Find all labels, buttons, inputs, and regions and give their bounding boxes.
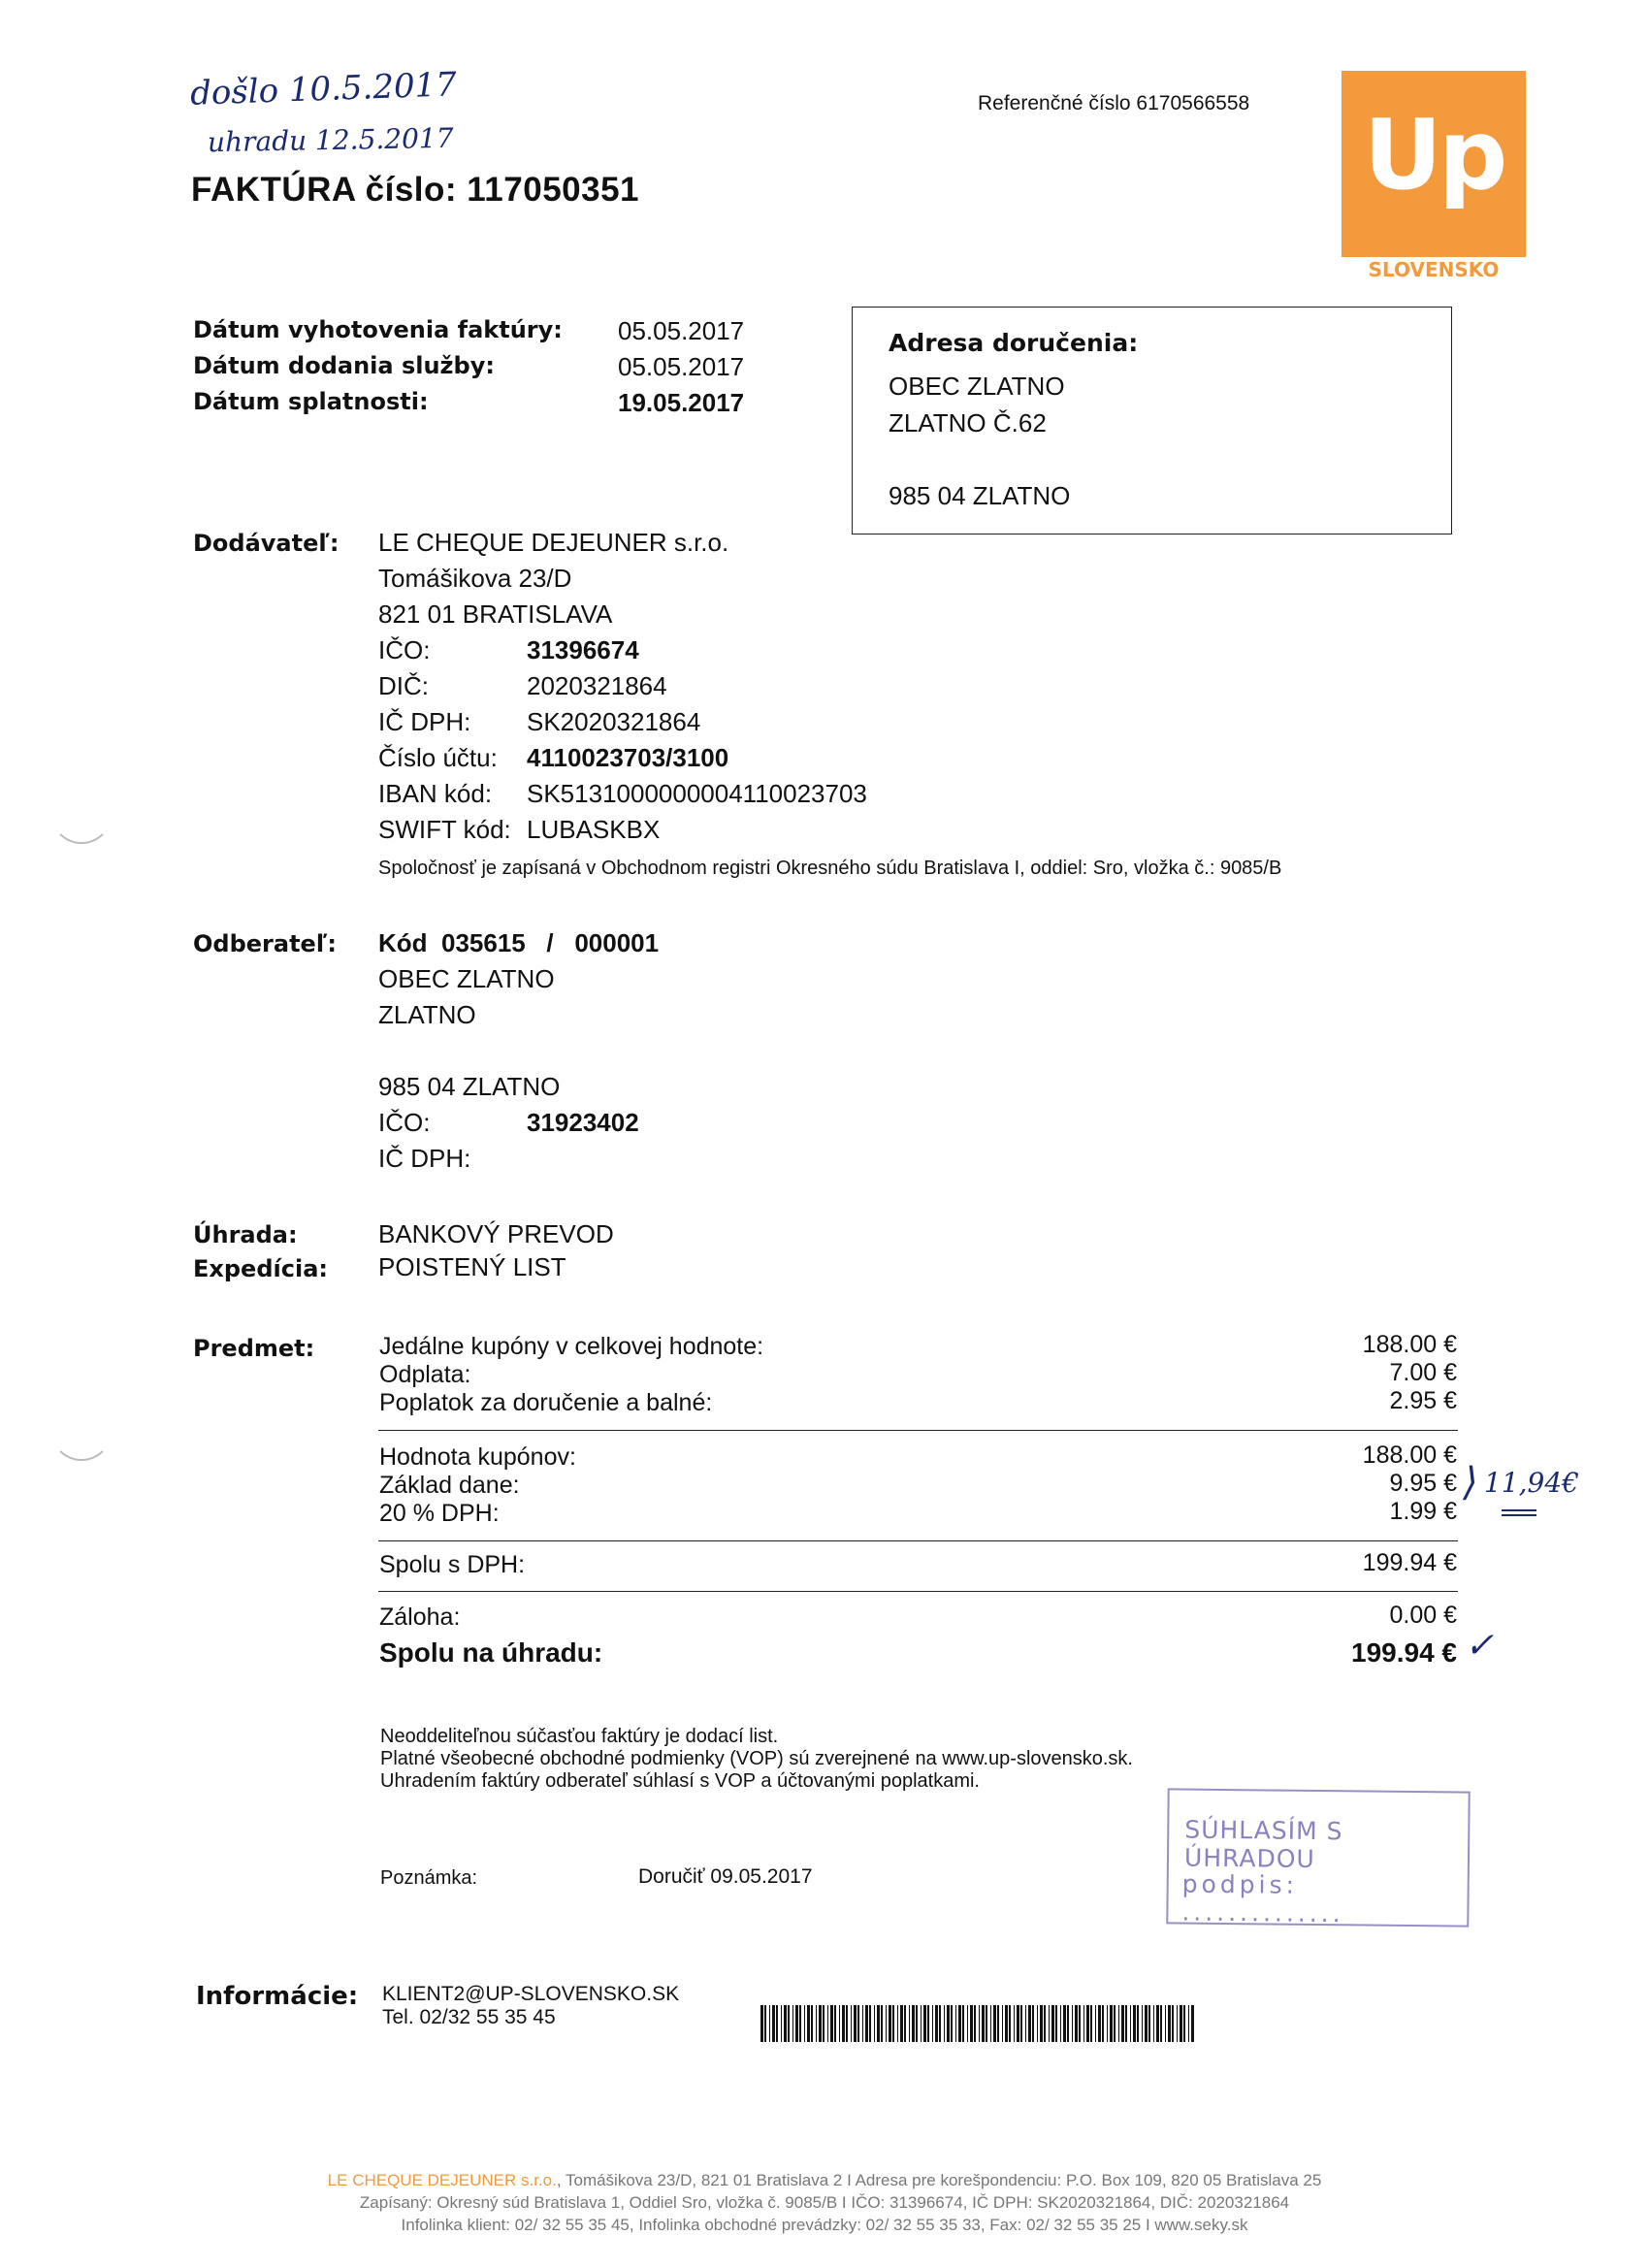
- barcode-bar: [1107, 2005, 1108, 2042]
- barcode-bar: [947, 2005, 950, 2042]
- barcode-bar: [904, 2005, 906, 2042]
- logo-text: Up: [1363, 98, 1504, 211]
- invoice-title: FAKTÚRA číslo: 117050351: [191, 171, 640, 209]
- delivery-address-title: Adresa doručenia:: [889, 329, 1139, 357]
- barcode-bar: [892, 2005, 894, 2042]
- barcode-bar: [1063, 2005, 1066, 2042]
- customer-ico-label: IČO:: [378, 1108, 431, 1137]
- supplier-iban-label: IBAN kód:: [378, 779, 493, 808]
- date-issue-label: Dátum vyhotovenia faktúry:: [193, 316, 563, 343]
- expedition-value: POISTENÝ LIST: [378, 1252, 566, 1281]
- barcode-bar: [1153, 2005, 1154, 2042]
- footer-company: LE CHEQUE DEJEUNER s.r.o.: [327, 2171, 557, 2189]
- barcode-bar: [1060, 2005, 1061, 2042]
- barcode-bar: [900, 2005, 903, 2042]
- footer-line-1: [0, 2171, 1649, 2190]
- supplier-account-value: 4110023703/3100: [527, 743, 729, 772]
- barcode-bar: [792, 2005, 793, 2042]
- item-coupons-label: Jedálne kupóny v celkovej hodnote:: [379, 1333, 764, 1360]
- deposit-amount: 0.00 €: [1389, 1602, 1457, 1629]
- barcode-bar: [1083, 2005, 1084, 2042]
- note-line-1: Neoddeliteľnou súčasťou faktúry je dodací list.: [380, 1726, 779, 1747]
- barcode-bar: [982, 2005, 985, 2042]
- handwritten-tick: ✓: [1465, 1626, 1495, 1666]
- total-with-vat-amount: 199.94 €: [1362, 1549, 1457, 1576]
- supplier-icdph-value: SK2020321864: [527, 707, 701, 736]
- divider-3: [378, 1591, 1458, 1592]
- barcode-bar: [990, 2005, 991, 2042]
- hole-punch-mark: [50, 1399, 113, 1461]
- item-coupons-amount: 188.00 €: [1362, 1331, 1457, 1358]
- customer-city: 985 04 ZLATNO: [378, 1072, 561, 1101]
- handwritten-received-note: došlo 10.5.2017: [189, 65, 458, 113]
- date-delivery-label: Dátum dodania služby:: [193, 352, 495, 379]
- supplier-icdph-label: IČ DPH:: [378, 707, 471, 736]
- barcode-bar: [993, 2005, 996, 2042]
- info-label: Informácie:: [196, 1982, 359, 2011]
- customer-icdph-label: IČ DPH:: [378, 1144, 471, 1173]
- barcode-bar: [923, 2005, 926, 2042]
- barcode-bar: [839, 2005, 840, 2042]
- info-email: KLIENT2@UP-SLOVENSKO.SK: [382, 1983, 680, 2005]
- barcode-bar: [769, 2005, 770, 2042]
- barcode-bar: [869, 2005, 871, 2042]
- handwritten-brace-icon: ⟩: [1463, 1460, 1478, 1505]
- stamp-line-1: SÚHLASÍM S ÚHRADOU: [1183, 1815, 1343, 1873]
- barcode-bar: [772, 2005, 775, 2042]
- barcode-bar: [1177, 2005, 1178, 2042]
- barcode-bar: [986, 2005, 987, 2042]
- hole-punch-mark: [50, 782, 113, 844]
- customer-code: Kód 035615 / 000001: [378, 928, 660, 957]
- barcode-bar: [854, 2005, 857, 2042]
- payment-value: BANKOVÝ PREVOD: [378, 1219, 614, 1248]
- date-delivery-value: 05.05.2017: [618, 352, 745, 381]
- supplier-registry-note: Spoločnosť je zapísaná v Obchodnom registri Okresného súdu Bratislava I, oddiel: Sro, vložka č.: 9085/B: [378, 858, 1282, 879]
- barcode-bar: [1118, 2005, 1119, 2042]
- divider-2: [378, 1540, 1458, 1541]
- coupon-value-label: Hodnota kupónov:: [379, 1443, 576, 1471]
- barcode-bar: [788, 2005, 790, 2042]
- barcode-bar: [912, 2005, 915, 2042]
- barcode-bar: [1180, 2005, 1182, 2042]
- barcode-bar: [1072, 2005, 1073, 2042]
- barcode-bar: [921, 2005, 922, 2042]
- barcode-bar: [932, 2005, 933, 2042]
- supplier-iban-value: SK5131000000004110023703: [527, 779, 867, 808]
- barcode-bar: [997, 2005, 999, 2042]
- note-line-2: Platné všeobecné obchodné podmienky (VOP) sú zverejnené na www.up-slovensko.sk.: [380, 1748, 1133, 1769]
- subject-label: Predmet:: [193, 1335, 315, 1362]
- barcode-bar: [962, 2005, 964, 2042]
- customer-label: Odberateľ:: [193, 930, 337, 957]
- supplier-street: Tomášikova 23/D: [378, 564, 572, 593]
- note-line-3: Uhradením faktúry odberateľ súhlasí s VOP a účtovanými poplatkami.: [380, 1770, 980, 1792]
- barcode: [760, 2005, 1197, 2042]
- up-logo: [1342, 71, 1526, 257]
- barcode-bar: [760, 2005, 763, 2042]
- barcode-bar: [1017, 2005, 1019, 2042]
- date-due-value: 19.05.2017: [618, 388, 745, 417]
- barcode-bar: [1137, 2005, 1139, 2042]
- handwritten-sum-note: 11,94€: [1484, 1467, 1579, 1499]
- barcode-bar: [823, 2005, 824, 2042]
- barcode-bar: [827, 2005, 828, 2042]
- handwritten-underline: [1502, 1509, 1536, 1511]
- barcode-bar: [851, 2005, 852, 2042]
- barcode-bar: [1172, 2005, 1174, 2042]
- barcode-bar: [784, 2005, 787, 2042]
- barcode-bar: [1114, 2005, 1116, 2042]
- approval-stamp: [1166, 1788, 1470, 1927]
- supplier-swift-label: SWIFT kód:: [378, 815, 511, 844]
- barcode-bar: [1110, 2005, 1113, 2042]
- barcode-bar: [1075, 2005, 1078, 2042]
- barcode-bar: [958, 2005, 961, 2042]
- barcode-bar: [795, 2005, 798, 2042]
- handwritten-underline-2: [1502, 1514, 1536, 1516]
- tax-base-label: Základ dane:: [379, 1472, 520, 1499]
- barcode-bar: [1051, 2005, 1054, 2042]
- barcode-bar: [1102, 2005, 1104, 2042]
- remark-label: Poznámka:: [380, 1867, 478, 1889]
- barcode-bar: [1130, 2005, 1131, 2042]
- barcode-bar: [979, 2005, 980, 2042]
- barcode-bar: [807, 2005, 810, 2042]
- customer-name: OBEC ZLATNO: [378, 964, 555, 993]
- barcode-bar: [967, 2005, 968, 2042]
- barcode-bar: [916, 2005, 918, 2042]
- barcode-bar: [939, 2005, 941, 2042]
- footer-line-2: Zapísaný: Okresný súd Bratislava 1, Oddiel Sro, vložka č. 9085/B I IČO: 31396674, IČ DPH: SK2020321864, DIČ: 2020321864: [359, 2193, 1290, 2212]
- barcode-bar: [951, 2005, 953, 2042]
- barcode-bar: [881, 2005, 883, 2042]
- barcode-bar: [1025, 2005, 1026, 2042]
- barcode-bar: [1067, 2005, 1069, 2042]
- vat-label: 20 % DPH:: [379, 1500, 500, 1527]
- barcode-bar: [1005, 2005, 1008, 2042]
- payment-label: Úhrada:: [193, 1221, 298, 1248]
- barcode-bar: [1049, 2005, 1050, 2042]
- deposit-label: Záloha:: [379, 1604, 461, 1631]
- barcode-bar: [897, 2005, 898, 2042]
- barcode-bar: [1148, 2005, 1150, 2042]
- barcode-bar: [886, 2005, 887, 2042]
- barcode-bar: [781, 2005, 782, 2042]
- barcode-bar: [1188, 2005, 1189, 2042]
- delivery-address-line2: ZLATNO Č.62: [889, 408, 1047, 437]
- supplier-ico-value: 31396674: [527, 635, 639, 664]
- barcode-bar: [857, 2005, 859, 2042]
- barcode-bar: [1040, 2005, 1043, 2042]
- customer-town: ZLATNO: [378, 1000, 476, 1029]
- barcode-bar: [1020, 2005, 1022, 2042]
- barcode-bar: [1037, 2005, 1038, 2042]
- barcode-bar: [1009, 2005, 1011, 2042]
- barcode-bar: [1142, 2005, 1143, 2042]
- barcode-bar: [776, 2005, 778, 2042]
- supplier-dic-value: 2020321864: [527, 671, 667, 700]
- barcode-bar: [877, 2005, 880, 2042]
- barcode-bar: [1156, 2005, 1159, 2042]
- supplier-label: Dodávateľ:: [193, 530, 340, 557]
- barcode-bar: [1183, 2005, 1185, 2042]
- barcode-bar: [1121, 2005, 1124, 2042]
- supplier-account-label: Číslo účtu:: [378, 743, 498, 772]
- barcode-bar: [1014, 2005, 1015, 2042]
- barcode-bar: [764, 2005, 766, 2042]
- expedition-label: Expedícia:: [193, 1255, 328, 1282]
- barcode-bar: [816, 2005, 817, 2042]
- barcode-bar: [1160, 2005, 1162, 2042]
- barcode-bar: [874, 2005, 875, 2042]
- supplier-swift-value: LUBASKBX: [527, 815, 661, 844]
- vat-amount: 1.99 €: [1389, 1498, 1457, 1525]
- logo-subtitle: SLOVENSKO: [1368, 258, 1500, 281]
- total-due-label: Spolu na úhradu:: [379, 1637, 603, 1668]
- supplier-name: LE CHEQUE DEJEUNER s.r.o.: [378, 528, 729, 557]
- supplier-dic-label: DIČ:: [378, 671, 429, 700]
- barcode-bar: [804, 2005, 805, 2042]
- barcode-bar: [846, 2005, 848, 2042]
- total-with-vat-label: Spolu s DPH:: [379, 1551, 526, 1578]
- handwritten-paid-note: uhradu 12.5.2017: [207, 121, 454, 159]
- barcode-bar: [1090, 2005, 1092, 2042]
- barcode-bar: [799, 2005, 801, 2042]
- barcode-bar: [927, 2005, 929, 2042]
- supplier-city: 821 01 BRATISLAVA: [378, 599, 613, 629]
- item-delivery-fee-label: Poplatok za doručenie a balné:: [379, 1389, 713, 1416]
- barcode-bar: [1133, 2005, 1136, 2042]
- barcode-bar: [1032, 2005, 1034, 2042]
- delivery-address-line1: OBEC ZLATNO: [889, 372, 1065, 401]
- supplier-ico-label: IČO:: [378, 635, 431, 664]
- barcode-bar: [842, 2005, 845, 2042]
- date-issue-value: 05.05.2017: [618, 316, 745, 345]
- barcode-bar: [1086, 2005, 1089, 2042]
- barcode-bar: [862, 2005, 863, 2042]
- stamp-line-2: podpis: ..............: [1181, 1869, 1344, 1928]
- barcode-bar: [909, 2005, 910, 2042]
- remark-value: Doručiť 09.05.2017: [638, 1865, 813, 1888]
- info-tel: Tel. 02/32 55 35 45: [382, 2006, 556, 2028]
- footer-line-1-text: , Tomášikova 23/D, 821 01 Bratislava 2 I Adresa pre korešpondenciu: P.O. Box 109, 820 05 Bratislava 25: [556, 2171, 1322, 2189]
- barcode-bar: [1165, 2005, 1166, 2042]
- barcode-bar: [834, 2005, 836, 2042]
- item-fee-amount: 7.00 €: [1389, 1359, 1457, 1386]
- barcode-bar: [935, 2005, 938, 2042]
- barcode-bar: [1002, 2005, 1003, 2042]
- barcode-bar: [1044, 2005, 1046, 2042]
- barcode-bar: [1191, 2005, 1194, 2042]
- delivery-address-box: [852, 307, 1452, 535]
- barcode-bar: [955, 2005, 956, 2042]
- barcode-bar: [811, 2005, 813, 2042]
- tax-base-amount: 9.95 €: [1389, 1470, 1457, 1497]
- item-delivery-fee-amount: 2.95 €: [1389, 1387, 1457, 1414]
- footer-line-3: Infolinka klient: 02/ 32 55 35 45, Infolinka obchodné prevádzky: 02/ 32 55 35 33, Fax: 02/ 32 55 35 25 I www.seky.sk: [401, 2216, 1248, 2234]
- barcode-bar: [819, 2005, 822, 2042]
- barcode-bar: [1079, 2005, 1081, 2042]
- barcode-bar: [974, 2005, 976, 2042]
- barcode-bar: [1095, 2005, 1096, 2042]
- barcode-bar: [1168, 2005, 1171, 2042]
- customer-ico-value: 31923402: [527, 1108, 639, 1137]
- barcode-bar: [944, 2005, 945, 2042]
- barcode-bar: [1055, 2005, 1057, 2042]
- barcode-bar: [1145, 2005, 1148, 2042]
- barcode-bar: [970, 2005, 973, 2042]
- divider-1: [378, 1430, 1458, 1431]
- barcode-bar: [889, 2005, 891, 2042]
- barcode-bar: [1125, 2005, 1127, 2042]
- barcode-bar: [1028, 2005, 1031, 2042]
- delivery-address-line3: 985 04 ZLATNO: [889, 481, 1071, 510]
- item-fee-label: Odplata:: [379, 1361, 471, 1388]
- barcode-bar: [865, 2005, 868, 2042]
- total-due-amount: 199.94 €: [1351, 1637, 1457, 1668]
- barcode-bar: [1098, 2005, 1101, 2042]
- barcode-bar: [830, 2005, 833, 2042]
- date-due-label: Dátum splatnosti:: [193, 388, 429, 415]
- reference-number: Referenčné číslo 6170566558: [978, 92, 1250, 114]
- coupon-value-amount: 188.00 €: [1362, 1442, 1457, 1469]
